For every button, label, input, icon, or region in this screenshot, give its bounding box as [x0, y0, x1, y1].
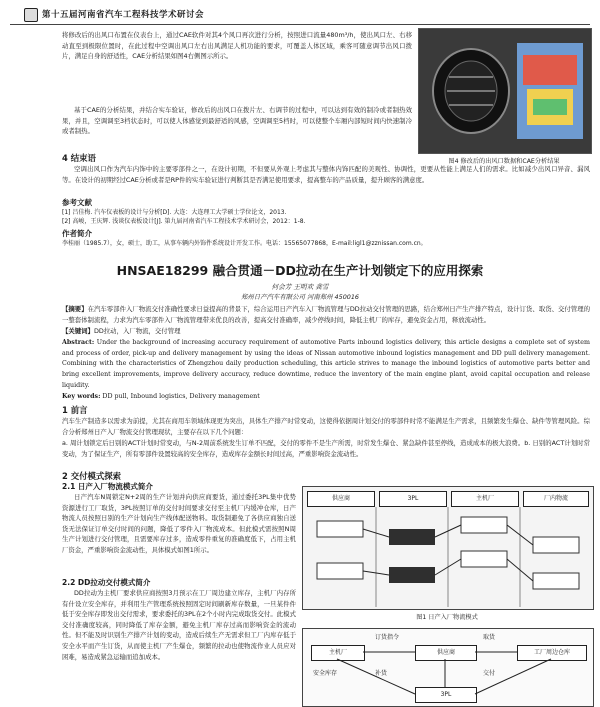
author-bio-heading: 作者简介	[62, 229, 92, 238]
dd-label-safety-stock: 安全库存	[313, 670, 338, 677]
abstract-en-label: Abstract:	[62, 339, 95, 346]
keywords-cn	[62, 326, 590, 337]
running-header	[10, 6, 590, 25]
section-2-1-heading: 2.1 日产入厂物流模式简介	[62, 482, 153, 491]
abstract-en-text: Under the background of increasing accuracy requirement of automotive Parts inbound logistics delivery, this article designs a complete set of system and process of order, pick-up and delivery management by using the ideas of Nissan automotive inbound logistics management and DD pull delivery management. Combining with the characteristics of Zhengzhou daily production scheduling, this article strives to manage the inbound logistics of automotive parts better and bring excellent improvements, improve delivery accuracy, reduce downtime, reduce the inventory of the main engine plant, avoid capital occupation and release liquidity.	[62, 339, 590, 389]
dd-label-delivery: 交付	[483, 670, 496, 677]
header-title: 第十五届河南省汽车工程科技学术研讨会	[42, 10, 205, 20]
figure-1-flow-diagram	[302, 486, 594, 610]
abstract-cn-label: 【摘要】	[62, 305, 88, 313]
keywords-en-label: Key words:	[62, 393, 101, 400]
section-1-item-a: a. 周计划锁定后日别的ACT计划时常变动，与N-2周前系统发生订单不匹配，交付的零件不是生产所需，时常发生爆仓、紧急缺件甚至停线，造成成本的极大浪费。b. 日别的ACT计划时常变动，为了保证生产，所有零部件设置较高的安全库存，造成库存金额长时间过高，严重影响资金流动性。	[62, 439, 590, 458]
section-2-2-heading: 2.2 DD拉动交付模式简介	[62, 578, 151, 587]
abstract-cn	[62, 304, 590, 325]
abstract-cn-text: 在汽车零部件入厂物流交付准确性要求日益提高的背景下，综合运用日产汽车入厂物流管理与DD拉动交付管理的思路，结合郑州日产生产排产特点，设计订货、取货、交付管理的一整套体制流程，力求为汽车零部件入厂物流管理带来优良的改善，提高交付准确率，减少停线时间，降低主机厂的库存，避免资金占用，释放流动性。	[62, 305, 591, 324]
dd-label-replenish: 补货	[375, 670, 388, 677]
dd-pull-diagram	[302, 628, 594, 707]
section-2-heading: 2 交付模式探索	[62, 471, 121, 481]
conclusion-text: 空调出风口作为汽车内饰中的主要零部件之一，在设计初期，不但要从外观上考虑其与整体内饰匹配的美观性、协调性，更要从性能上满足人们的需求。比如减少出风口异音、漏风等。在设计的初期经过CAE分析或者是RP件的实车验证进行判断其是否满足使用要求，提高整车的产品质量，提升顾客的满意度。	[62, 165, 590, 184]
conclusion-heading: 4 结束语	[62, 153, 96, 163]
keywords-cn-label: 【关键词】	[62, 327, 94, 335]
reference-1: [1] 吕佳梅. 汽车仪表板的设计与分析[D]. 大连：大连理工大学硕士学位论文，2013.	[62, 209, 287, 216]
section-1-text: 汽车生产制造多以需求为前提，尤其在商用车领域体现更为突出，具体生产排产时常变动，这使得依据周计划交付的零部件时常不能满足生产需求，且频繁发生爆仓、缺件等管理风险。综合分析郑州日产入厂物流交付管理现状，主要存在以下几个问题：	[62, 417, 590, 436]
dd-label-order: 订货指令	[375, 634, 400, 641]
keywords-cn-text: DD拉动，入厂物流，交付管理	[93, 327, 181, 335]
article-authors: 何会芳 王明欢 龚雪	[271, 283, 329, 291]
author-bio-text: 李桂丽（1985.7），女，硕士，助工，从事车辆内外饰件系统设计开发工作。电话：15565077868，E-mail:ligl1@zznissan.com.cn。	[62, 240, 427, 247]
article-affiliation: 郑州日产汽车有限公司 河南郑州 450016	[241, 293, 359, 301]
top-paragraph-2: 基于CAE的分析结果，并结合实车验证，修改后的出风口在拨片左、右调节的过程中，可以达到有效的制冷或者制热效果，并且，空调调至3档状态时，可以使人体感觉到最舒适的风感，空调调至5档时，可以使整个车厢内部短时间内快速制冷或者制热。	[62, 106, 412, 136]
figure-4-image	[418, 28, 592, 154]
section-1-heading: 1 前言	[62, 405, 88, 415]
figure-4-caption: 图4 修改后的出风口数据和CAE分析结果	[448, 158, 560, 165]
abstract-en	[62, 338, 590, 392]
flow-diagram-graphic	[303, 507, 593, 607]
conference-logo-icon	[24, 8, 38, 22]
keywords-en	[62, 392, 590, 403]
dd-nearby-warehouse-box: 工厂周边仓库	[517, 645, 587, 661]
dd-3pl-box: 3PL	[415, 687, 477, 703]
air-vent-render	[419, 29, 591, 153]
section-2-2-text: DD拉动为主机厂要求供应商按照3月预示在工厂周边建立库存，主机厂内存所有什设立安全库存，并利用生产管理系统按照固定时间刷新库存数量，一旦某件件低于安全库存即发出交付需求，要求委托的3PL在2个小时内完成取货交付。此模式交付准确度较高，同时降低了库存金额，避免主机厂库存过高而影响资金的流动性。但不能及时识别生产排产计划的变动，造成后续生产无需求但工厂内库存低于安全水平而产生订货，从而使主机厂产生爆仓，频繁的拉动也使物流作业人员应对困难，易造成紧急运输而追加成本。	[62, 589, 296, 661]
flow-col-inplant-logistics: 厂内物流	[523, 491, 589, 507]
flow-col-3pl: 3PL	[379, 491, 447, 507]
top-paragraph-1: 将修改后的出风口布置在仪表台上，通过CAE软件对其4个风口再次进行分析，按照进口流量480m³/h，使出风口左、右移动直至到极限位置时，在此过程中空调出风口左右出风满足人机功能的要求，可覆盖人体区域，乘客可随意调节出风口拨片，满足自身的舒适性，CAE分析结果如图4右侧图示所示。	[62, 31, 412, 61]
section-2-1-text: 日产汽车N周锁定N+2周的生产计划并向供应商要货，通过委托3PL集中优势资源进行工厂取货，3PL按照订单的交付时间要求交付至主机厂内缓冲仓库，日产物流人员按照日别的生产计划向生产线体配送物料。取货制避免了各供应商独自送货无法保证订单交付时间的问题，降低了零件入厂物流成本。但此模式需按照N周生产计划进行交付管理，且需要库存过多，造成零件重复的准确度低下，占用主机厂资金，严重影响资金流动性，具体模式如图1所示。	[62, 493, 296, 554]
dd-label-pickup: 取货	[483, 634, 496, 641]
references-heading: 参考文献	[62, 198, 92, 207]
flow-col-supplier: 供应商	[307, 491, 375, 507]
flow-col-main-plant: 主机厂	[451, 491, 519, 507]
article-title: HNSAE18299 融合贯通－DD拉动在生产计划锁定下的应用探索	[116, 263, 484, 278]
keywords-en-text: DD pull, Inbound logistics, Delivery management	[102, 393, 260, 400]
dd-main-plant-box: 主机厂	[311, 645, 365, 661]
reference-2: [2] 高峻，王庆辉. 浅谈仪表板设计[J]. 第九届河南省汽车工程技术学术研讨会，2012：1-8.	[62, 218, 306, 225]
figure-1-caption: 图1 日产入厂物流模式	[416, 614, 478, 621]
dd-arrows	[303, 629, 593, 706]
dd-supplier-box: 供应商	[415, 645, 477, 661]
